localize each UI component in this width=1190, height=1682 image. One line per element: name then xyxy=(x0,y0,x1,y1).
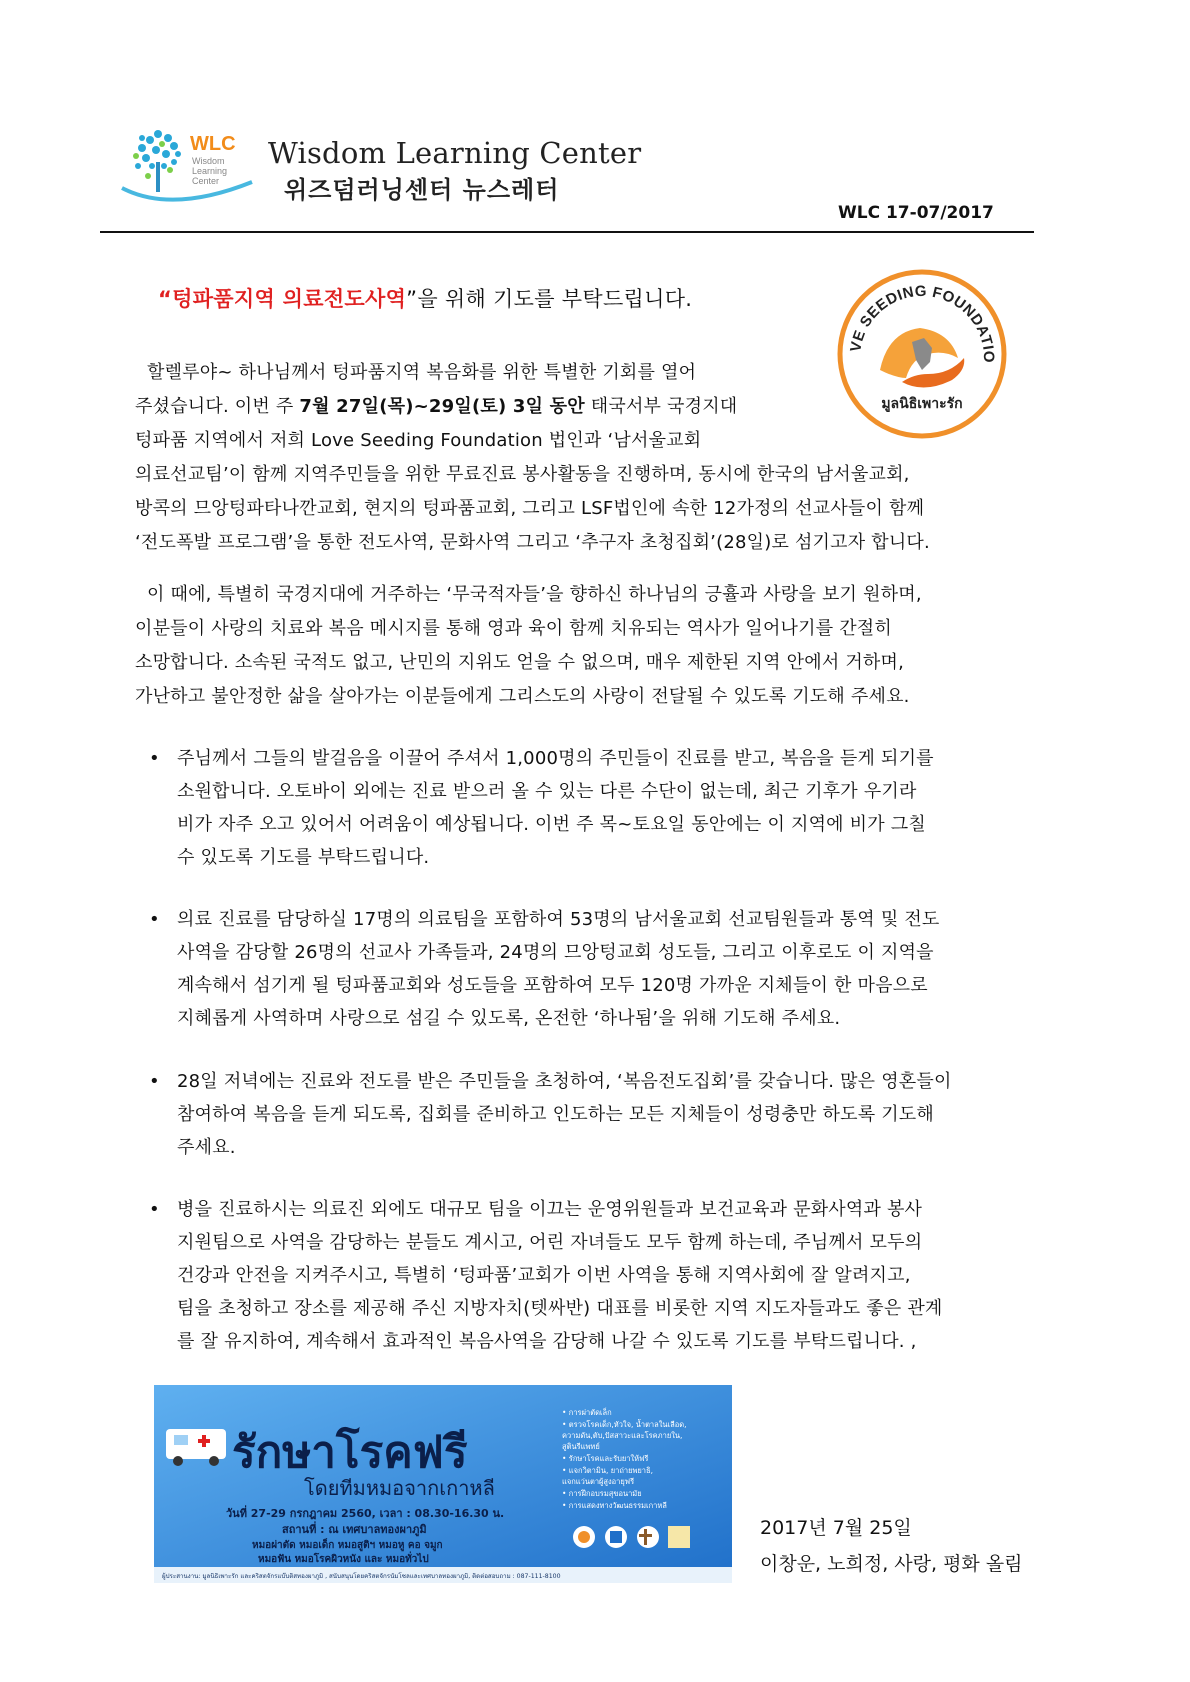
issue-number: WLC 17-07/2017 xyxy=(838,203,994,223)
header-divider xyxy=(100,231,1034,233)
prayer-line: 이분들이 사랑의 치료와 복음 메시지를 통해 영과 육이 함께 치유되는 역사가 일어나기를 간절히 xyxy=(135,618,892,639)
prayer-bullet-4 xyxy=(149,1193,1077,1358)
banner-service: • ตรวจโรคเด็ก,หัวใจ, น้ำตาลในเลือด, xyxy=(562,1420,687,1429)
banner-service: • การผ่าตัดเล็ก xyxy=(562,1408,612,1417)
bullet-line: 를 잘 유지하여, 계속해서 효과적인 복음사역을 감당해 나갈 수 있도록 기도를 부탁드립니다. , xyxy=(177,1331,917,1352)
sponsor-logo-icon xyxy=(668,1526,690,1548)
banner-date-line: วันที่ 27-29 กรกฎาคม 2560, เวลา : 08.30-16.30 น. xyxy=(226,1507,505,1520)
prayer-bullet-3 xyxy=(149,1065,1077,1164)
bullet-line: 28일 저녁에는 진료와 전도를 받은 주민들을 초청하여, ‘복음전도집회’를 갖습니다. 많은 영혼들이 xyxy=(177,1071,952,1092)
prayer-line: 이 때에, 특별히 국경지대에 거주하는 ‘무국적자들’을 향하신 하나님의 긍휼과 사랑을 보기 원하며, xyxy=(147,584,922,605)
prayer-bullet-2 xyxy=(149,903,1077,1035)
wlc-logo xyxy=(112,118,262,210)
bullet-line: 주세요. xyxy=(177,1137,236,1158)
banner-service: • แจกวิตามิน, ยาถ่ายพยาธิ, xyxy=(562,1466,653,1475)
bullet-marker: • xyxy=(149,909,160,930)
bullet-line: 수 있도록 기도를 부탁드립니다. xyxy=(177,847,430,868)
title-highlight: 텅파품지역 의료전도사역 xyxy=(172,287,407,311)
banner-doctors-1: หมอผ่าตัด หมอเด็ก หมอสูติฯ หมอหู คอ จมูก xyxy=(252,1540,443,1551)
closing-signature: 이창운, 노희정, 사랑, 평화 올림 xyxy=(760,1553,1023,1575)
lsf-thai-text: มูลนิธิเพาะรัก xyxy=(881,396,963,412)
bullet-line: 건강과 안전을 지켜주시고, 특별히 ‘텅파품’교회가 이번 사역을 통해 지역사회에 잘 알려지고, xyxy=(177,1265,911,1286)
intro-line: 방콕의 므앙텅파타나깐교회, 현지의 텅파품교회, 그리고 LSF법인에 속한 12가정의 선교사들이 함께 xyxy=(135,498,925,519)
closing-date: 2017년 7월 25일 xyxy=(760,1517,912,1539)
bullet-line: 지혜롭게 사역하며 사랑으로 섬길 수 있도록, 온전한 ‘하나됨’을 위해 기도해 주세요. xyxy=(177,1008,841,1029)
intro-text: 주셨습니다. 이번 주 xyxy=(135,396,300,417)
bullet-line: 병을 진료하시는 의료진 외에도 대규모 팀을 이끄는 운영위원들과 보건교육과 문화사역과 봉사 xyxy=(177,1199,923,1220)
bullet-marker: • xyxy=(149,748,160,769)
title-rest: ”을 위해 기도를 부탁드립니다. xyxy=(406,287,693,311)
prayer-paragraph xyxy=(135,578,1067,714)
prayer-bullet-1 xyxy=(149,742,1077,874)
lsf-arc-text: VE SEEDING FOUNDATIO xyxy=(847,282,998,364)
bullet-line: 참여하여 복음을 듣게 되도록, 집회를 준비하고 인도하는 모든 지체들이 성령충만 하도록 기도해 xyxy=(177,1104,934,1125)
intro-date-highlight: 7월 27일(목)~29일(토) 3일 동안 xyxy=(299,396,585,417)
logo-text: WLC xyxy=(190,133,236,155)
intro-paragraph xyxy=(135,356,1067,560)
bullet-line: 주님께서 그들의 발걸음을 이끌어 주셔서 1,000명의 주민들이 진료를 받고, 복음을 듣게 되기를 xyxy=(177,748,934,769)
banner-service: สูตินรีแพทย์ xyxy=(562,1442,600,1451)
banner-doctors-2: หมอฟัน หมอโรคผิวหนัง และ หมอทั่วไป xyxy=(258,1554,429,1565)
newsletter-title xyxy=(158,283,692,313)
bullet-line: 지원팀으로 사역을 감당하는 분들도 계시고, 어린 자녀들도 모두 함께 하는데, 주님께서 모두의 xyxy=(177,1232,923,1253)
prayer-line: 소망합니다. 소속된 국적도 없고, 난민의 지위도 얻을 수 없으며, 매우 제한된 지역 안에서 거하며, xyxy=(135,652,905,673)
banner-headline: รักษาโรคฟรี xyxy=(232,1427,468,1478)
bullet-line: 소원합니다. 오토바이 외에는 진료 받으러 올 수 있는 다른 수단이 없는데, 최근 기후가 우기라 xyxy=(177,781,917,802)
title-open-quote: “ xyxy=(158,287,173,311)
intro-line: ‘전도폭발 프로그램’을 통한 전도사역, 문화사역 그리고 ‘추구자 초청집회’(28일)로 섬기고자 합니다. xyxy=(135,532,930,553)
banner-service: • การแสดงทางวัฒนธรรมเกาหลี xyxy=(562,1501,667,1510)
bullet-line: 비가 자주 오고 있어서 어려움이 예상됩니다. 이번 주 목~토요일 동안에는 이 지역에 비가 그칠 xyxy=(177,814,926,835)
bullet-marker: • xyxy=(149,1071,160,1092)
bullet-line: 사역을 감당할 26명의 선교사 가족들과, 24명의 므앙텅교회 성도들, 그리고 이후로도 이 지역을 xyxy=(177,942,934,963)
bullet-marker: • xyxy=(149,1199,160,1220)
bullet-line: 계속해서 섬기게 될 텅파품교회와 성도들을 포함하여 모두 120명 가까운 지체들이 한 마음으로 xyxy=(177,975,928,996)
banner-service: • รักษาโรคและรับยาให้ฟรี xyxy=(562,1454,649,1463)
intro-line: 텅파품 지역에서 저희 Love Seeding Foundation 법인과 ‘남서울교회 xyxy=(135,430,702,451)
logo-subtitle-1: Wisdom xyxy=(192,156,225,166)
intro-text: 태국서부 국경지대 xyxy=(584,396,738,417)
banner-service: • การฝึกอบรมสุขอนามัย xyxy=(562,1489,642,1498)
bullet-line: 의료 진료를 담당하실 17명의 의료팀을 포함하여 53명의 남서울교회 선교팀원들과 통역 및 전도 xyxy=(177,909,940,930)
banner-subhead: โดยทีมหมอจากเกาหลี xyxy=(304,1476,495,1500)
intro-line xyxy=(135,390,1067,424)
banner-footer: ผู้ประสานงาน: มูลนิธิเพาะรัก และคริสตจักรแบ๊บติสทองผาภูมิ , สนับสนุนโดยคริสตจักรนัมโซลและเทศบาลทองผาภูมิ, ติดต่อสอบถาม : 087-111-8100 xyxy=(162,1573,561,1580)
banner-service: แจกแว่นตาผู้สูงอายุฟรี xyxy=(562,1477,635,1486)
logo-subtitle-2: Learning xyxy=(192,166,228,176)
prayer-line: 가난하고 불안정한 삶을 살아가는 이분들에게 그리스도의 사랑이 전달될 수 있도록 기도해 주세요. xyxy=(135,686,910,707)
banner-service: ความดัน,ตับ,ปัสสาวะและโรคภายใน, xyxy=(562,1431,683,1440)
org-name-en: Wisdom Learning Center xyxy=(268,136,642,170)
intro-line: 의료선교팀’이 함께 지역주민들을 위한 무료진료 봉사활동을 진행하며, 동시에 한국의 남서울교회, xyxy=(135,464,910,485)
intro-line: 할렐루야~ 하나님께서 텅파품지역 복음화를 위한 특별한 기회를 열어 xyxy=(147,362,697,383)
logo-subtitle-3: Center xyxy=(192,176,220,186)
org-name-ko: 위즈덤러닝센터 뉴스레터 xyxy=(284,176,560,204)
free-clinic-banner xyxy=(154,1385,732,1583)
bullet-line: 팀을 초청하고 장소를 제공해 주신 지방자치(텟싸반) 대표를 비롯한 지역 지도자들과도 좋은 관계 xyxy=(177,1298,943,1319)
banner-place-line: สถานที่ : ณ เทศบาลทองผาภูมิ xyxy=(282,1523,427,1536)
